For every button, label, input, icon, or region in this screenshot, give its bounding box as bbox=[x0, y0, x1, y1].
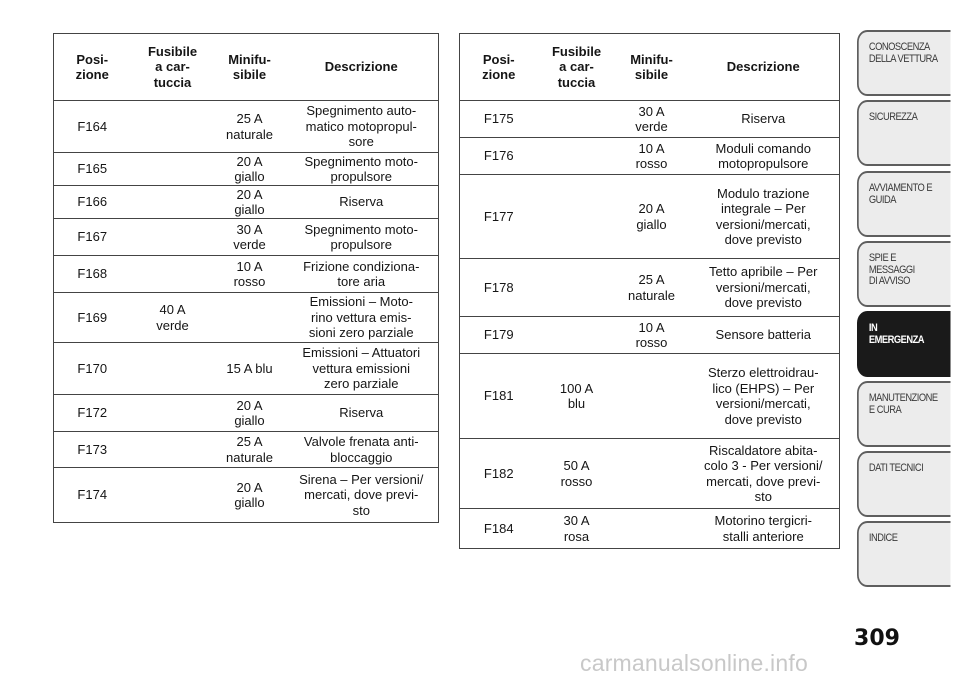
fuse-position-cell: F178 bbox=[460, 259, 538, 317]
description-cell: Spegnimento moto- propulsore bbox=[285, 219, 439, 256]
table-row bbox=[460, 317, 840, 354]
table-row bbox=[54, 293, 439, 343]
fuse-position-cell: F184 bbox=[460, 509, 538, 549]
description-cell: Valvole frenata anti- bloccaggio bbox=[285, 432, 439, 468]
cartridge-fuse-cell bbox=[538, 317, 616, 354]
fuse-position-cell: F168 bbox=[54, 256, 131, 293]
cartridge-fuse-cell bbox=[131, 395, 215, 432]
watermark-text: carmanualsonline.info bbox=[580, 650, 808, 676]
minifuse-cell: 30 A verde bbox=[616, 101, 688, 138]
table-row bbox=[460, 175, 840, 259]
chapter-tab[interactable]: IN EMERGENZA bbox=[857, 311, 951, 377]
table-row bbox=[54, 219, 439, 256]
fuse-table-left-body bbox=[54, 101, 439, 523]
fuse-position-cell: F166 bbox=[54, 186, 131, 219]
fuse-position-cell: F169 bbox=[54, 293, 131, 343]
fuse-position-cell: F181 bbox=[460, 354, 538, 439]
description-cell: Spegnimento moto- propulsore bbox=[285, 153, 439, 186]
minifuse-cell: 10 A rosso bbox=[215, 256, 285, 293]
chapter-tab[interactable]: SPIE E MESSAGGI DI AVVISO bbox=[857, 241, 951, 307]
cartridge-fuse-cell bbox=[538, 101, 616, 138]
cartridge-fuse-cell bbox=[538, 175, 616, 259]
fuse-position-cell: F174 bbox=[54, 468, 131, 523]
minifuse-cell: 10 A rosso bbox=[616, 138, 688, 175]
minifuse-cell: 20 A giallo bbox=[215, 153, 285, 186]
description-cell: Sterzo elettroidrau- lico (EHPS) – Per versioni/mercati, dove previsto bbox=[688, 354, 840, 439]
description-cell: Emissioni – Attuatori vettura emissioni zero parziale bbox=[285, 343, 439, 395]
fuse-position-cell: F164 bbox=[54, 101, 131, 153]
header-description: Descrizione bbox=[688, 34, 840, 101]
table-row bbox=[54, 468, 439, 523]
description-cell: Riserva bbox=[285, 186, 439, 219]
fuse-position-cell: F165 bbox=[54, 153, 131, 186]
minifuse-cell: 30 A verde bbox=[215, 219, 285, 256]
description-cell: Sirena – Per versioni/ mercati, dove previ- sto bbox=[285, 468, 439, 523]
description-cell: Riserva bbox=[285, 395, 439, 432]
description-cell: Spegnimento auto- matico motopropul- sore bbox=[285, 101, 439, 153]
description-cell: Riscaldatore abita- colo 3 - Per versioni/ mercati, dove previ- sto bbox=[688, 439, 840, 509]
table-row bbox=[460, 354, 840, 439]
description-cell: Sensore batteria bbox=[688, 317, 840, 354]
minifuse-cell bbox=[616, 509, 688, 549]
cartridge-fuse-cell bbox=[131, 256, 215, 293]
table-row bbox=[460, 509, 840, 549]
minifuse-cell bbox=[616, 354, 688, 439]
cartridge-fuse-cell bbox=[131, 101, 215, 153]
header-cartridge-fuse: Fusibile a car- tuccia bbox=[538, 34, 616, 101]
header-minifuse: Minifu- sibile bbox=[215, 34, 285, 101]
fuse-position-cell: F177 bbox=[460, 175, 538, 259]
fuse-table-right-body bbox=[460, 101, 840, 549]
table-row bbox=[460, 259, 840, 317]
description-cell: Modulo trazione integrale – Per versioni/mercati, dove previsto bbox=[688, 175, 840, 259]
chapter-tab[interactable]: CONOSCENZA DELLA VETTURA bbox=[857, 30, 951, 96]
fuse-position-cell: F176 bbox=[460, 138, 538, 175]
cartridge-fuse-cell bbox=[538, 138, 616, 175]
cartridge-fuse-cell bbox=[131, 153, 215, 186]
minifuse-cell: 25 A naturale bbox=[215, 101, 285, 153]
fuse-table-right bbox=[459, 33, 840, 549]
table-row bbox=[54, 395, 439, 432]
header-position: Posi- zione bbox=[460, 34, 538, 101]
chapter-tab[interactable]: SICUREZZA bbox=[857, 100, 951, 166]
fuse-position-cell: F167 bbox=[54, 219, 131, 256]
cartridge-fuse-cell: 40 A verde bbox=[131, 293, 215, 343]
table-row bbox=[460, 138, 840, 175]
page-number: 309 bbox=[854, 626, 900, 651]
cartridge-fuse-cell bbox=[131, 343, 215, 395]
minifuse-cell: 20 A giallo bbox=[215, 468, 285, 523]
table-row bbox=[54, 343, 439, 395]
fuse-position-cell: F179 bbox=[460, 317, 538, 354]
table-row bbox=[54, 432, 439, 468]
description-cell: Motorino tergicri- stalli anteriore bbox=[688, 509, 840, 549]
header-minifuse: Minifu- sibile bbox=[616, 34, 688, 101]
minifuse-cell: 20 A giallo bbox=[215, 186, 285, 219]
minifuse-cell: 20 A giallo bbox=[215, 395, 285, 432]
chapter-tab[interactable]: DATI TECNICI bbox=[857, 451, 951, 517]
chapter-tab[interactable]: INDICE bbox=[857, 521, 951, 587]
cartridge-fuse-cell bbox=[538, 259, 616, 317]
fuse-position-cell: F182 bbox=[460, 439, 538, 509]
cartridge-fuse-cell: 100 A blu bbox=[538, 354, 616, 439]
cartridge-fuse-cell bbox=[131, 219, 215, 256]
description-cell: Emissioni – Moto- rino vettura emis- sioni zero parziale bbox=[285, 293, 439, 343]
header-cartridge-fuse: Fusibile a car- tuccia bbox=[131, 34, 215, 101]
table-row bbox=[54, 256, 439, 293]
description-cell: Moduli comando motopropulsore bbox=[688, 138, 840, 175]
table-row bbox=[460, 101, 840, 138]
minifuse-cell bbox=[616, 439, 688, 509]
table-row bbox=[54, 186, 439, 219]
cartridge-fuse-cell: 50 A rosso bbox=[538, 439, 616, 509]
minifuse-cell: 25 A naturale bbox=[616, 259, 688, 317]
minifuse-cell: 10 A rosso bbox=[616, 317, 688, 354]
chapter-tab[interactable]: AVVIAMENTO E GUIDA bbox=[857, 171, 951, 237]
cartridge-fuse-cell bbox=[131, 468, 215, 523]
fuse-table-left bbox=[53, 33, 439, 523]
fuse-position-cell: F170 bbox=[54, 343, 131, 395]
fuse-position-cell: F175 bbox=[460, 101, 538, 138]
minifuse-cell bbox=[215, 293, 285, 343]
minifuse-cell: 15 A blu bbox=[215, 343, 285, 395]
table-row bbox=[460, 439, 840, 509]
header-position: Posi- zione bbox=[54, 34, 131, 101]
table-row bbox=[54, 101, 439, 153]
header-description: Descrizione bbox=[285, 34, 439, 101]
description-cell: Tetto apribile – Per versioni/mercati, dove previsto bbox=[688, 259, 840, 317]
fuse-position-cell: F172 bbox=[54, 395, 131, 432]
minifuse-cell: 20 A giallo bbox=[616, 175, 688, 259]
cartridge-fuse-cell bbox=[131, 186, 215, 219]
description-cell: Riserva bbox=[688, 101, 840, 138]
table-row bbox=[54, 153, 439, 186]
description-cell: Frizione condiziona- tore aria bbox=[285, 256, 439, 293]
cartridge-fuse-cell: 30 A rosa bbox=[538, 509, 616, 549]
cartridge-fuse-cell bbox=[131, 432, 215, 468]
minifuse-cell: 25 A naturale bbox=[215, 432, 285, 468]
chapter-tab[interactable]: MANUTENZIONE E CURA bbox=[857, 381, 951, 447]
fuse-position-cell: F173 bbox=[54, 432, 131, 468]
